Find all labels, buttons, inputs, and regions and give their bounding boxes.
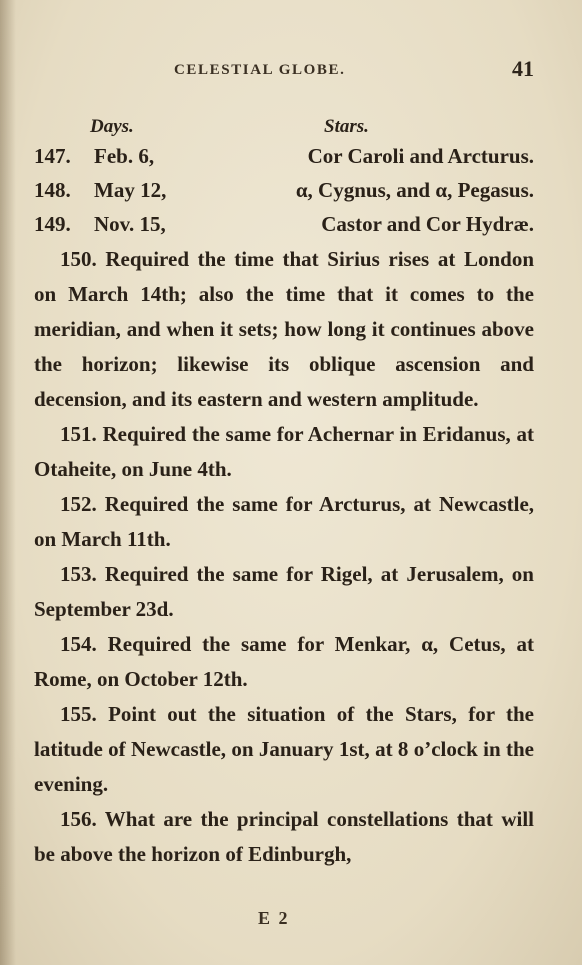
paragraph-number: 151. — [60, 422, 97, 446]
column-headings — [34, 116, 534, 138]
page-header — [34, 56, 534, 86]
paragraph-text: Required the same for Achernar in Eridanus, at Otaheite, on June 4th. — [34, 422, 535, 481]
paragraph-154 — [34, 627, 534, 697]
paragraph-number: 155. — [60, 702, 97, 726]
paragraph-text: Required the same for Arcturus, at Newcastle, on March 11th. — [34, 492, 535, 551]
exercise-stars: Cor Caroli and Arcturus. — [307, 144, 534, 168]
paragraph-text: Point out the situation of the Stars, for the latitude of Newcastle, on January 1st, at 8 o’clock in the evening. — [34, 702, 534, 796]
paragraph-number: 150. — [60, 247, 97, 271]
days-heading: Days. — [90, 116, 134, 137]
stars-heading: Stars. — [324, 116, 369, 137]
paragraph-151 — [34, 417, 534, 487]
paragraph-155 — [34, 697, 534, 802]
paragraph-152 — [34, 487, 534, 557]
gutter-shadow — [0, 0, 16, 965]
exercise-list — [34, 140, 534, 242]
paragraph-text: Required the same for Rigel, at Jerusalem, on September 23d. — [34, 562, 534, 621]
exercise-stars: Castor and Cor Hydræ. — [321, 212, 534, 236]
paragraph-text: Required the time that Sirius rises at London on March 14th; also the time that it comes to the meridian, and when it sets; how long it continues above the horizon; likewise its oblique ascension and decension, and its eastern and western amplitude. — [34, 247, 534, 411]
exercise-number: 148. — [34, 178, 71, 202]
exercise-date: May 12, — [94, 178, 167, 202]
paragraph-153 — [34, 557, 534, 627]
exercise-number: 147. — [34, 144, 71, 168]
body-text — [34, 242, 534, 872]
list-item — [34, 208, 534, 242]
exercise-stars: α, Cygnus, and α, Pegasus. — [295, 178, 534, 202]
list-item — [34, 140, 534, 174]
paragraph-number: 153. — [60, 562, 97, 586]
exercise-date: Feb. 6, — [94, 144, 155, 168]
paragraph-number: 154. — [60, 632, 97, 656]
page-number: 41 — [512, 56, 534, 81]
exercise-number: 149. — [34, 212, 71, 236]
paragraph-text: Required the same for Menkar, α, Cetus, at Rome, on October 12th. — [34, 632, 535, 691]
paragraph-number: 152. — [60, 492, 97, 516]
exercise-date: Nov. 15, — [94, 212, 166, 236]
signature-mark: E 2 — [258, 908, 290, 928]
paragraph-156 — [34, 802, 534, 872]
paragraph-150 — [34, 242, 534, 417]
paragraph-number: 156. — [60, 807, 97, 831]
paragraph-text: What are the principal constellations that will be above the horizon of Edinburgh, — [34, 807, 534, 866]
running-head: CELESTIAL GLOBE. — [174, 62, 346, 78]
list-item — [34, 174, 534, 208]
